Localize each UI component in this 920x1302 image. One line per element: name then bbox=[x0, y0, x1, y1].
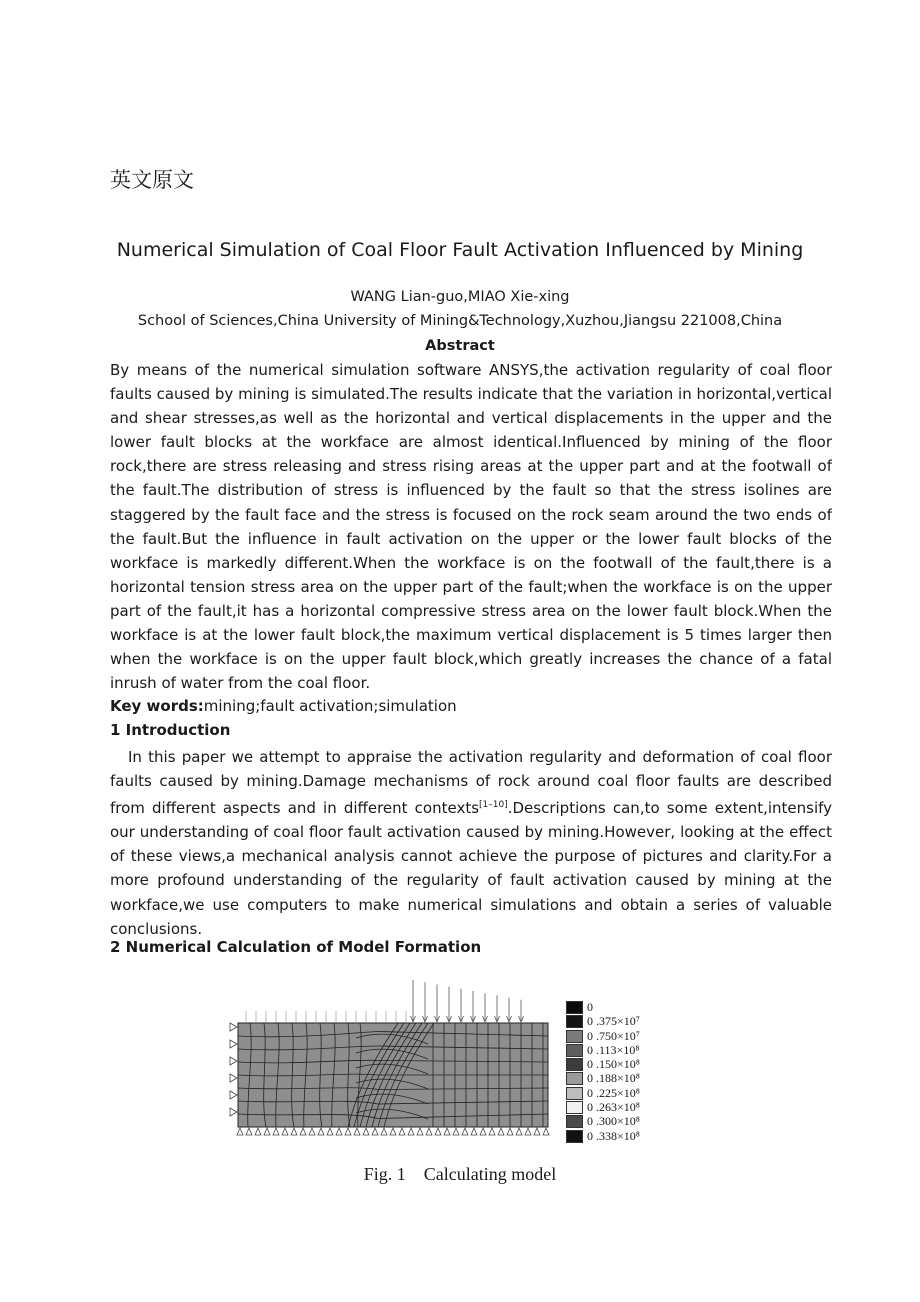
keywords-label: Key words: bbox=[110, 697, 204, 715]
pin-support bbox=[264, 1128, 270, 1135]
legend-row bbox=[566, 1057, 676, 1071]
pin-support bbox=[534, 1128, 540, 1135]
abstract-line: part of the fault,it has a horizontal compressive stress area on the lower fault block.When the bbox=[110, 601, 832, 620]
legend-swatch bbox=[566, 1101, 583, 1114]
pin-support bbox=[372, 1128, 378, 1135]
pin-support bbox=[291, 1128, 297, 1135]
legend-swatch bbox=[566, 1058, 583, 1071]
intro-line: more profound understanding of the regularity of fault activation caused by mining at the bbox=[110, 871, 832, 890]
legend-swatch bbox=[566, 1001, 583, 1014]
pin-support bbox=[444, 1128, 450, 1135]
pin-support bbox=[462, 1128, 468, 1135]
paper-title: Numerical Simulation of Coal Floor Fault Activation Influenced by Mining bbox=[116, 239, 804, 261]
pin-support bbox=[237, 1128, 243, 1135]
pin-support bbox=[516, 1128, 522, 1135]
legend-row bbox=[566, 1129, 676, 1143]
pin-support bbox=[273, 1128, 279, 1135]
legend-row bbox=[566, 1000, 676, 1014]
intro-line-part: .Descriptions can,to some extent,intensify bbox=[507, 799, 832, 818]
legend-row bbox=[566, 1114, 676, 1128]
pin-support bbox=[426, 1128, 432, 1135]
intro-line bbox=[110, 793, 832, 820]
abstract-line: the fault.The distribution of stress is influenced by the fault so that the stress isolines are bbox=[110, 481, 832, 500]
pin-support bbox=[498, 1128, 504, 1135]
figure-caption-number: Fig. 1 bbox=[363, 1164, 406, 1184]
pin-support bbox=[471, 1128, 477, 1135]
pin-support bbox=[489, 1128, 495, 1135]
intro-line: faults caused by mining.Damage mechanisms of rock around coal floor faults are described bbox=[110, 772, 832, 791]
intro-line-part: from different aspects and in different contexts bbox=[110, 799, 480, 818]
paper-authors: WANG Lian-guo,MIAO Xie-xing bbox=[350, 289, 570, 305]
legend-row bbox=[566, 1071, 676, 1085]
legend-row bbox=[566, 1086, 676, 1100]
legend-label: 0 .300×10⁸ bbox=[587, 1114, 640, 1129]
roller-support bbox=[230, 1091, 237, 1099]
pin-support bbox=[543, 1128, 549, 1135]
pin-support bbox=[399, 1128, 405, 1135]
pin-support bbox=[408, 1128, 414, 1135]
pin-support bbox=[300, 1128, 306, 1135]
pin-support bbox=[417, 1128, 423, 1135]
roller-support bbox=[230, 1023, 237, 1031]
section-label: 英文原文 bbox=[110, 168, 194, 192]
legend-label: 0 .188×10⁸ bbox=[587, 1071, 640, 1086]
roller-support bbox=[230, 1040, 237, 1048]
roller-support bbox=[230, 1108, 237, 1116]
legend-swatch bbox=[566, 1044, 583, 1057]
stress-legend bbox=[566, 1000, 676, 1143]
legend-swatch bbox=[566, 1015, 583, 1028]
pin-support bbox=[390, 1128, 396, 1135]
legend-label: 0 bbox=[587, 1000, 593, 1014]
pin-support bbox=[327, 1128, 333, 1135]
pin-support bbox=[453, 1128, 459, 1135]
finite-element-mesh bbox=[238, 1023, 548, 1127]
pin-support bbox=[309, 1128, 315, 1135]
legend-swatch bbox=[566, 1130, 583, 1143]
abstract-line: By means of the numerical simulation software ANSYS,the activation regularity of coal floor bbox=[110, 361, 832, 379]
pin-support bbox=[336, 1128, 342, 1135]
pin-support bbox=[363, 1128, 369, 1135]
roller-support bbox=[230, 1074, 237, 1082]
legend-label: 0 .225×10⁸ bbox=[587, 1085, 640, 1100]
legend-label: 0 .750×10⁷ bbox=[587, 1028, 640, 1043]
section-heading-introduction: 1 Introduction bbox=[110, 721, 231, 739]
legend-row bbox=[566, 1029, 676, 1043]
pin-support bbox=[318, 1128, 324, 1135]
pin-support bbox=[381, 1128, 387, 1135]
pin-support bbox=[282, 1128, 288, 1135]
legend-row bbox=[566, 1043, 676, 1057]
legend-row bbox=[566, 1014, 676, 1028]
pin-support bbox=[246, 1128, 252, 1135]
intro-line: conclusions. bbox=[110, 919, 203, 938]
pin-support bbox=[255, 1128, 261, 1135]
pin-support bbox=[435, 1128, 441, 1135]
abstract-line: and shear stresses,as well as the horizontal and vertical displacements in the upper and the bbox=[110, 409, 832, 428]
paper-affiliation: School of Sciences,China University of Mining&Technology,Xuzhou,Jiangsu 221008,China bbox=[137, 313, 783, 329]
abstract-line: the fault.But the influence in fault activation on the upper or the lower fault blocks of the bbox=[110, 529, 832, 548]
keywords bbox=[110, 697, 457, 715]
legend-swatch bbox=[566, 1030, 583, 1043]
intro-line: our understanding of coal floor fault activation caused by mining.However, looking at the effect bbox=[110, 823, 832, 842]
legend-swatch bbox=[566, 1072, 583, 1085]
pin-support bbox=[345, 1128, 351, 1135]
abstract-line: workface is markedly different.When the workface is on the footwall of the fault,there is a bbox=[110, 553, 832, 572]
load-arrows bbox=[246, 980, 524, 1022]
abstract-line: rock,there are stress releasing and stress rising areas at the upper part and at the footwall of bbox=[110, 457, 832, 476]
abstract-body bbox=[110, 358, 832, 695]
citation-reference[interactable]: [1–10] bbox=[479, 800, 508, 811]
intro-line: workface,we use computers to make numerical simulations and obtain a series of valuable bbox=[110, 895, 832, 914]
pin-support bbox=[507, 1128, 513, 1135]
legend-row bbox=[566, 1100, 676, 1114]
abstract-line: workface is at the lower fault block,the maximum vertical displacement is 5 times larger then bbox=[110, 626, 832, 645]
legend-label: 0 .150×10⁸ bbox=[587, 1057, 640, 1072]
legend-label: 0 .263×10⁸ bbox=[587, 1100, 640, 1115]
roller-support bbox=[230, 1057, 237, 1065]
introduction-body bbox=[110, 745, 832, 941]
abstract-heading: Abstract bbox=[425, 338, 495, 354]
abstract-line: horizontal tension stress area on the upper part of the fault;when the workface is on the upper bbox=[110, 577, 832, 596]
abstract-line: lower fault blocks at the workface are almost identical.Influenced by mining of the floor bbox=[110, 433, 832, 452]
pin-support bbox=[480, 1128, 486, 1135]
legend-label: 0 .338×10⁸ bbox=[587, 1128, 640, 1143]
pin-support bbox=[354, 1128, 360, 1135]
abstract-line: when the workface is on the upper fault block,which greatly increases the chance of a fatal bbox=[110, 650, 832, 669]
abstract-line: staggered by the fault face and the stress is focused on the rock seam around the two ends of bbox=[110, 505, 832, 524]
figure-caption bbox=[0, 1164, 920, 1185]
pin-support bbox=[525, 1128, 531, 1135]
legend-label: 0 .113×10⁸ bbox=[587, 1042, 640, 1057]
keywords-value: mining;fault activation;simulation bbox=[203, 697, 457, 715]
intro-line: of these views,a mechanical analysis cannot achieve the purpose of pictures and clarity.For a bbox=[110, 847, 832, 866]
intro-line: In this paper we attempt to appraise the activation regularity and deformation of coal floor bbox=[128, 748, 832, 766]
abstract-line: faults caused by mining is simulated.The results indicate that the variation in horizontal,vertical bbox=[110, 385, 832, 404]
section-heading-model-formation: 2 Numerical Calculation of Model Formation bbox=[110, 938, 482, 956]
legend-label: 0 .375×10⁷ bbox=[587, 1014, 640, 1029]
figure-caption-text: Calculating model bbox=[423, 1164, 557, 1184]
abstract-line: inrush of water from the coal floor. bbox=[110, 674, 371, 693]
legend-swatch bbox=[566, 1087, 583, 1100]
legend-swatch bbox=[566, 1115, 583, 1128]
